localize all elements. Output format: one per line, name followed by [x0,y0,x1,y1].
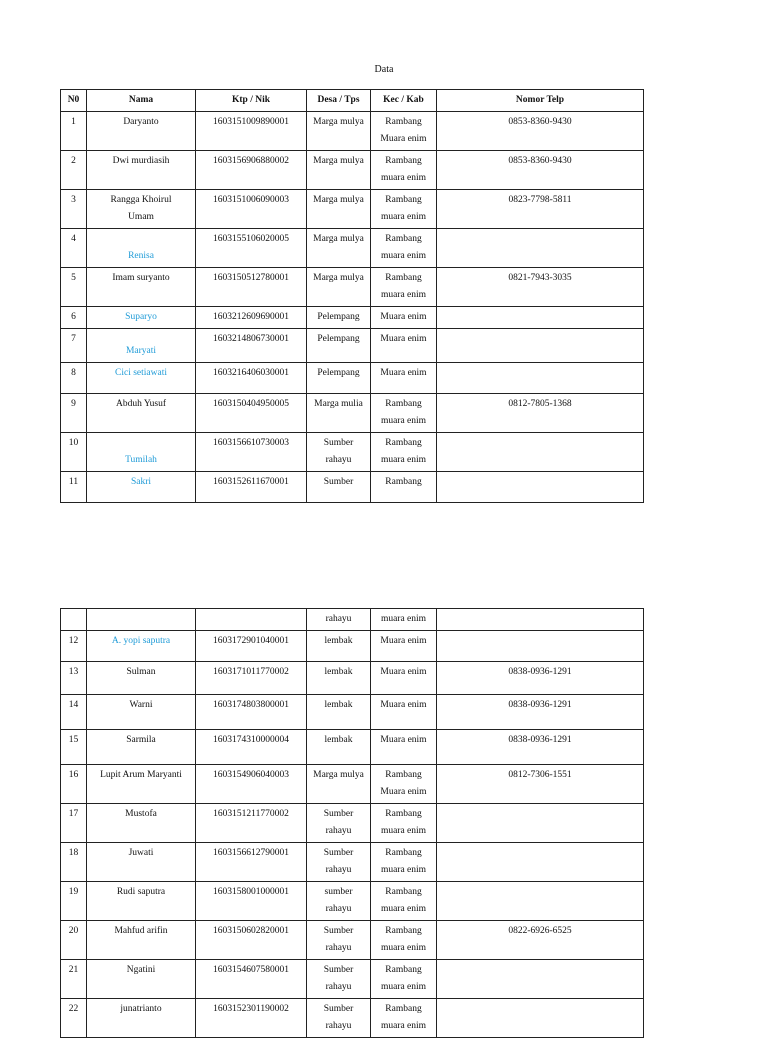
cell-ktp: 1603151006090003 [196,190,307,229]
cell-ktp: 1603156906880002 [196,151,307,190]
cell-no: 17 [61,804,87,843]
cell-desa: Sumber rahayu [307,433,371,472]
cell-telp [437,999,644,1038]
cell-desa: Marga mulya [307,268,371,307]
cell-no: 14 [61,695,87,730]
cell-telp [437,229,644,268]
cell-desa: Pelempang [307,363,371,394]
cell-kec: Muara enim [371,695,437,730]
cell-desa: Sumber rahayu [307,843,371,882]
cell-nama: Imam suryanto [87,268,196,307]
cell-nama: Tumilah [87,433,196,472]
cell-ktp: 1603154607580001 [196,960,307,999]
cell-kec: Rambang muara enim [371,394,437,433]
cell-telp [437,307,644,329]
cell-desa: lembak [307,730,371,765]
data-table-page-1 [60,89,644,503]
header-nama: Nama [87,90,196,112]
cell-nama: Warni [87,695,196,730]
cell-desa: Pelempang [307,307,371,329]
cell-kec: Rambang muara enim [371,999,437,1038]
cell-kec: Rambang muara enim [371,804,437,843]
cell-kec: Rambang Muara enim [371,112,437,151]
cell-kec: Muara enim [371,307,437,329]
cell-kec: Muara enim [371,329,437,363]
cell-telp: 0821-7943-3035 [437,268,644,307]
cell-desa: Pelempang [307,329,371,363]
cell-ktp: 1603150602820001 [196,921,307,960]
cell-kec: Rambang muara enim [371,151,437,190]
cell-nama: Rudi saputra [87,882,196,921]
cell-ktp: 1603150512780001 [196,268,307,307]
cell-nama: Mahfud arifin [87,921,196,960]
cell-no: 7 [61,329,87,363]
cell-nama: Abduh Yusuf [87,394,196,433]
cell-desa: Marga mulia [307,394,371,433]
table-row [61,151,644,190]
cell-telp: 0838-0936-1291 [437,730,644,765]
cell-no: 5 [61,268,87,307]
cell-kec: Rambang [371,472,437,503]
cell-telp: 0812-7805-1368 [437,394,644,433]
cell-telp [437,363,644,394]
table-row [61,921,644,960]
cell-ktp: 1603158001000001 [196,882,307,921]
cell-telp: 0838-0936-1291 [437,662,644,695]
header-ktp: Ktp / Nik [196,90,307,112]
table-row [61,631,644,662]
cell-nama: Maryati [87,329,196,363]
table-row [61,190,644,229]
cell-kec: Rambang muara enim [371,229,437,268]
cell-ktp: 1603151009890001 [196,112,307,151]
cell-telp: 0822-6926-6525 [437,921,644,960]
table-row [61,960,644,999]
cell-nama [87,609,196,631]
cell-nama: A. yopi saputra [87,631,196,662]
cell-no: 15 [61,730,87,765]
cell-kec: Rambang muara enim [371,843,437,882]
cell-kec: Rambang muara enim [371,190,437,229]
table-row [61,363,644,394]
cell-telp [437,631,644,662]
cell-ktp: 1603214806730001 [196,329,307,363]
cell-no: 10 [61,433,87,472]
cell-kec: Rambang muara enim [371,960,437,999]
cell-desa: lembak [307,662,371,695]
cell-nama: Mustofa [87,804,196,843]
cell-desa: Marga mulya [307,190,371,229]
cell-desa: Sumber rahayu [307,804,371,843]
table-row [61,804,644,843]
cell-ktp: 1603156612790001 [196,843,307,882]
cell-telp: 0853-8360-9430 [437,112,644,151]
cell-ktp: 1603172901040001 [196,631,307,662]
cell-telp [437,843,644,882]
cell-no [61,609,87,631]
cell-no: 4 [61,229,87,268]
cell-no: 2 [61,151,87,190]
cell-ktp: 1603174310000004 [196,730,307,765]
table-row [61,112,644,151]
cell-kec: muara enim [371,609,437,631]
table-row [61,843,644,882]
document-title: Data [374,64,394,75]
cell-desa: rahayu [307,609,371,631]
cell-ktp: 1603156610730003 [196,433,307,472]
cell-nama: Daryanto [87,112,196,151]
table-row [61,662,644,695]
cell-telp [437,472,644,503]
table-row [61,765,644,804]
cell-nama: Sakri [87,472,196,503]
table-row [61,268,644,307]
table-row [61,394,644,433]
cell-telp: 0853-8360-9430 [437,151,644,190]
cell-nama: Ngatini [87,960,196,999]
cell-desa: Sumber rahayu [307,921,371,960]
cell-no: 22 [61,999,87,1038]
cell-nama: Dwi murdiasih [87,151,196,190]
cell-desa: Marga mulya [307,765,371,804]
cell-desa: lembak [307,631,371,662]
cell-nama: Lupit Arum Maryanti [87,765,196,804]
cell-no: 16 [61,765,87,804]
table-row [61,307,644,329]
table-row [61,609,644,631]
cell-telp [437,960,644,999]
cell-nama: Sarmila [87,730,196,765]
header-desa: Desa / Tps [307,90,371,112]
table-header-row [61,90,644,112]
cell-ktp: 1603155106020005 [196,229,307,268]
table-row [61,229,644,268]
cell-ktp: 1603216406030001 [196,363,307,394]
cell-kec: Rambang muara enim [371,433,437,472]
cell-telp: 0812-7306-1551 [437,765,644,804]
cell-desa: Sumber rahayu [307,960,371,999]
cell-desa: lembak [307,695,371,730]
cell-nama: Suparyo [87,307,196,329]
header-telp: Nomor Telp [437,90,644,112]
cell-desa: sumber rahayu [307,882,371,921]
table-row [61,695,644,730]
table-row [61,730,644,765]
cell-nama: junatrianto [87,999,196,1038]
cell-kec: Muara enim [371,631,437,662]
cell-nama: Renisa [87,229,196,268]
cell-no: 1 [61,112,87,151]
cell-no: 19 [61,882,87,921]
cell-nama: Rangga Khoirul Umam [87,190,196,229]
cell-telp: 0838-0936-1291 [437,695,644,730]
cell-nama: Cici setiawati [87,363,196,394]
cell-ktp: 1603152301190002 [196,999,307,1038]
data-table-page-2 [60,608,644,1038]
table-row [61,882,644,921]
cell-desa: Marga mulya [307,229,371,268]
cell-nama: Juwati [87,843,196,882]
cell-telp: 0823-7798-5811 [437,190,644,229]
cell-ktp: 1603150404950005 [196,394,307,433]
cell-telp [437,433,644,472]
cell-no: 3 [61,190,87,229]
cell-ktp: 1603152611670001 [196,472,307,503]
cell-no: 9 [61,394,87,433]
cell-kec: Rambang muara enim [371,921,437,960]
cell-desa: Marga mulya [307,112,371,151]
cell-no: 21 [61,960,87,999]
cell-no: 12 [61,631,87,662]
cell-no: 8 [61,363,87,394]
cell-ktp: 1603212609690001 [196,307,307,329]
cell-telp [437,329,644,363]
table-row [61,433,644,472]
cell-kec: Muara enim [371,730,437,765]
table-row [61,999,644,1038]
cell-kec: Muara enim [371,363,437,394]
cell-no: 13 [61,662,87,695]
cell-telp [437,609,644,631]
cell-telp [437,882,644,921]
cell-desa: Marga mulya [307,151,371,190]
cell-ktp: 1603174803800001 [196,695,307,730]
cell-nama: Sulman [87,662,196,695]
cell-no: 11 [61,472,87,503]
cell-ktp: 1603154906040003 [196,765,307,804]
cell-desa: Sumber [307,472,371,503]
header-kec: Kec / Kab [371,90,437,112]
cell-kec: Rambang muara enim [371,268,437,307]
cell-desa: Sumber rahayu [307,999,371,1038]
cell-no: 20 [61,921,87,960]
cell-ktp [196,609,307,631]
header-no: N0 [61,90,87,112]
cell-telp [437,804,644,843]
cell-no: 6 [61,307,87,329]
table-row [61,329,644,363]
cell-ktp: 1603151211770002 [196,804,307,843]
cell-no: 18 [61,843,87,882]
cell-ktp: 1603171011770002 [196,662,307,695]
table-row [61,472,644,503]
cell-kec: Rambang muara enim [371,882,437,921]
cell-kec: Rambang Muara enim [371,765,437,804]
cell-kec: Muara enim [371,662,437,695]
